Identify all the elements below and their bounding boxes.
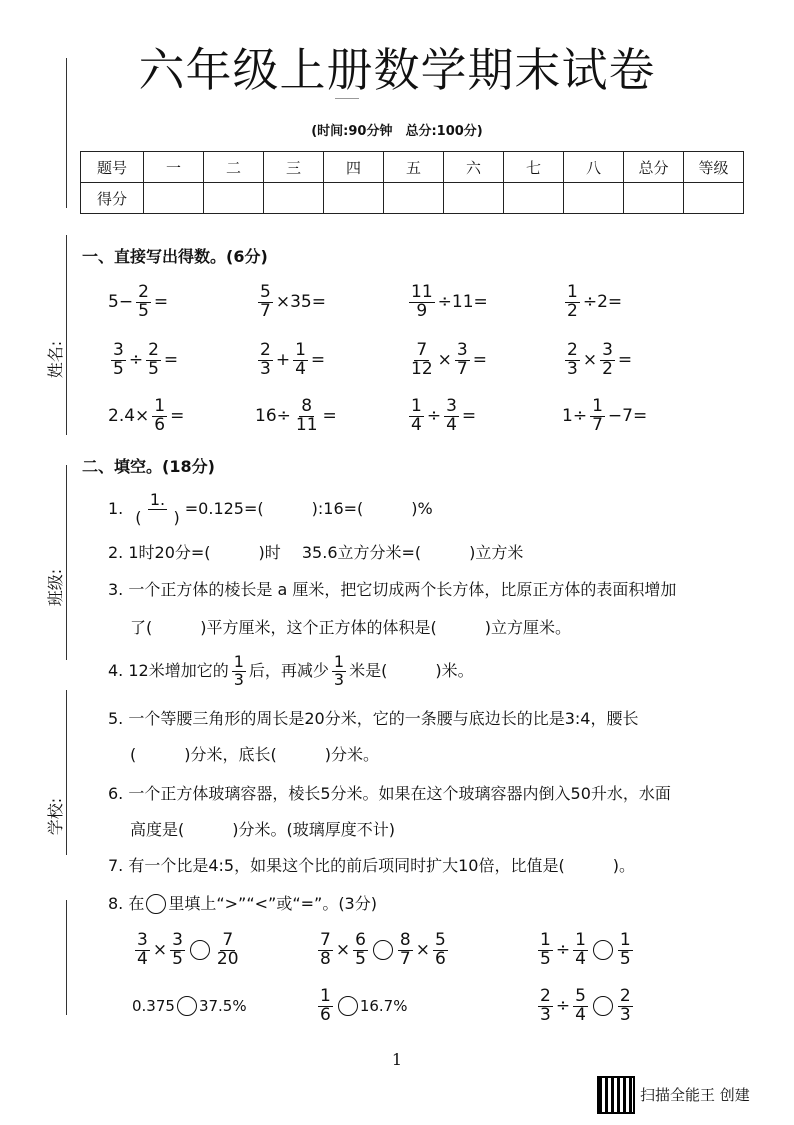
- compare-problem: 0.375 37.5%: [132, 997, 247, 1015]
- score-cell[interactable]: [384, 183, 444, 214]
- question-8: [108, 891, 377, 917]
- calc-problem: $\frac{7}{12}$ × $\frac{3}{7}$ =: [411, 340, 487, 379]
- page-title: 六年级上册数学期末试卷: [138, 43, 656, 97]
- compare-problem: $\frac{1}{5}$ ÷ $\frac{1}{4}$ $\frac{1}{5}$: [540, 930, 631, 969]
- compare-problem: $\frac{3}{4}$ × $\frac{3}{5}$ $\frac{7}{20}$: [137, 930, 239, 969]
- question-2: 2. 1时20分=( )时 35.6立方分米=( )立方米: [108, 543, 524, 562]
- answer-circle[interactable]: [373, 940, 393, 960]
- question-5-line2: ( )分米，底长( )分米。: [130, 745, 379, 764]
- calc-problem: 1÷ $\frac{1}{7}$ −7=: [562, 396, 648, 435]
- score-cell[interactable]: [444, 183, 504, 214]
- header-cell: 题号: [81, 152, 144, 183]
- scanner-watermark: 扫描全能王 创建: [640, 1086, 750, 1104]
- q1-text: =0.125=( ):16=( )%: [184, 499, 433, 519]
- circle-icon: [146, 894, 166, 914]
- section-1-heading: 一、直接写出得数。(6分): [82, 247, 268, 266]
- score-cell[interactable]: [264, 183, 324, 214]
- header-cell: 五: [384, 152, 444, 183]
- question-3-line2: 了( )平方厘米，这个正方体的体积是( )立方厘米。: [130, 618, 571, 637]
- compare-problem: $\frac{1}{6}$ 16.7%: [320, 986, 408, 1025]
- answer-circle[interactable]: [593, 996, 613, 1016]
- score-table-score-row: [81, 183, 744, 214]
- header-cell: 八: [564, 152, 624, 183]
- margin-line: [66, 465, 67, 660]
- page-number: 1: [391, 1050, 403, 1069]
- score-cell[interactable]: [684, 183, 744, 214]
- calc-problem: $\frac{1}{2}$ ÷2=: [567, 282, 623, 321]
- calc-problem: $\frac{5}{7}$ ×35=: [260, 282, 326, 321]
- answer-circle[interactable]: [177, 996, 197, 1016]
- header-cell: 总分: [624, 152, 684, 183]
- qr-code-icon: [597, 1076, 635, 1114]
- question-6-line2: 高度是( )分米。(玻璃厚度不计): [130, 820, 395, 839]
- question-6-line1: 6. 一个正方体玻璃容器，棱长5分米。如果在这个玻璃容器内倒入50升水，水面: [108, 784, 671, 803]
- question-1: 1. $\frac{1.}{( )}$ =0.125=( ):16=( )%: [108, 490, 433, 527]
- calc-problem: $\frac{2}{3}$ + $\frac{1}{4}$ =: [260, 340, 326, 379]
- calc-problem: $\frac{2}{3}$ × $\frac{3}{2}$ =: [567, 340, 633, 379]
- calc-problem: 5− $\frac{2}{5}$ =: [108, 282, 169, 321]
- header-cell: 等级: [684, 152, 744, 183]
- score-table: [80, 151, 744, 214]
- answer-circle[interactable]: [190, 940, 210, 960]
- section-2-heading: 二、填空。(18分): [82, 457, 215, 476]
- header-cell: 六: [444, 152, 504, 183]
- calc-problem: $\frac{3}{5}$ ÷ $\frac{2}{5}$ =: [113, 340, 179, 379]
- header-cell: 四: [324, 152, 384, 183]
- margin-line: [66, 900, 67, 1015]
- question-5-line1: 5. 一个等腰三角形的周长是20分米，它的一条腰与底边长的比是3:4，腰长: [108, 709, 639, 728]
- calc-problem: $\frac{11}{9}$ ÷11=: [411, 282, 488, 321]
- q4-text-b: 后，再减少: [248, 661, 329, 681]
- question-4: 4. 12米增加它的 $\frac{1}{3}$ 后，再减少 $\frac{1}{3}$ 米是( )米。: [108, 652, 474, 689]
- q4-text-c: 米是( )米。: [349, 661, 474, 681]
- q8-text-a: 8. 在: [108, 894, 145, 913]
- margin-line: [66, 58, 67, 208]
- calc-problem: $\frac{1}{4}$ ÷ $\frac{3}{4}$ =: [411, 396, 477, 435]
- class-label: 班级:: [46, 568, 66, 607]
- row-label: 得分: [81, 183, 144, 214]
- header-cell: 三: [264, 152, 324, 183]
- margin-line: [66, 235, 67, 435]
- score-cell[interactable]: [504, 183, 564, 214]
- answer-circle[interactable]: [338, 996, 358, 1016]
- name-label: 姓名:: [46, 340, 66, 379]
- question-3-line1: 3. 一个正方体的棱长是 a 厘米，把它切成两个长方体，比原正方体的表面积增加: [108, 580, 677, 599]
- q4-text-a: 4. 12米增加它的: [108, 661, 229, 681]
- score-cell[interactable]: [564, 183, 624, 214]
- q8-text-b: 里填上“>”“<”或“=”。(3分): [168, 894, 377, 913]
- compare-problem: $\frac{7}{8}$ × $\frac{6}{5}$ $\frac{8}{7}$ × $\frac{5}{6}$: [320, 930, 446, 969]
- answer-circle[interactable]: [593, 940, 613, 960]
- calc-problem: 2.4× $\frac{1}{6}$ =: [108, 396, 185, 435]
- calc-problem: 16÷ $\frac{8}{11}$ =: [255, 396, 337, 435]
- exam-info: (时间:90分钟 总分:100分): [311, 124, 483, 139]
- compare-problem: $\frac{2}{3}$ ÷ $\frac{5}{4}$ $\frac{2}{3}$: [540, 986, 631, 1025]
- score-table-header-row: [81, 152, 744, 183]
- q1-denominator-blank[interactable]: ( ): [135, 507, 180, 527]
- school-label: 学校:: [46, 797, 66, 836]
- score-cell[interactable]: [324, 183, 384, 214]
- q1-numerator: 1.: [149, 490, 166, 509]
- header-cell: 二: [204, 152, 264, 183]
- score-cell[interactable]: [204, 183, 264, 214]
- score-cell[interactable]: [144, 183, 204, 214]
- score-cell[interactable]: [624, 183, 684, 214]
- question-7: 7. 有一个比是4:5，如果这个比的前后项同时扩大10倍，比值是( )。: [108, 856, 635, 875]
- header-cell: 七: [504, 152, 564, 183]
- title-underline: [335, 98, 359, 99]
- header-cell: 一: [144, 152, 204, 183]
